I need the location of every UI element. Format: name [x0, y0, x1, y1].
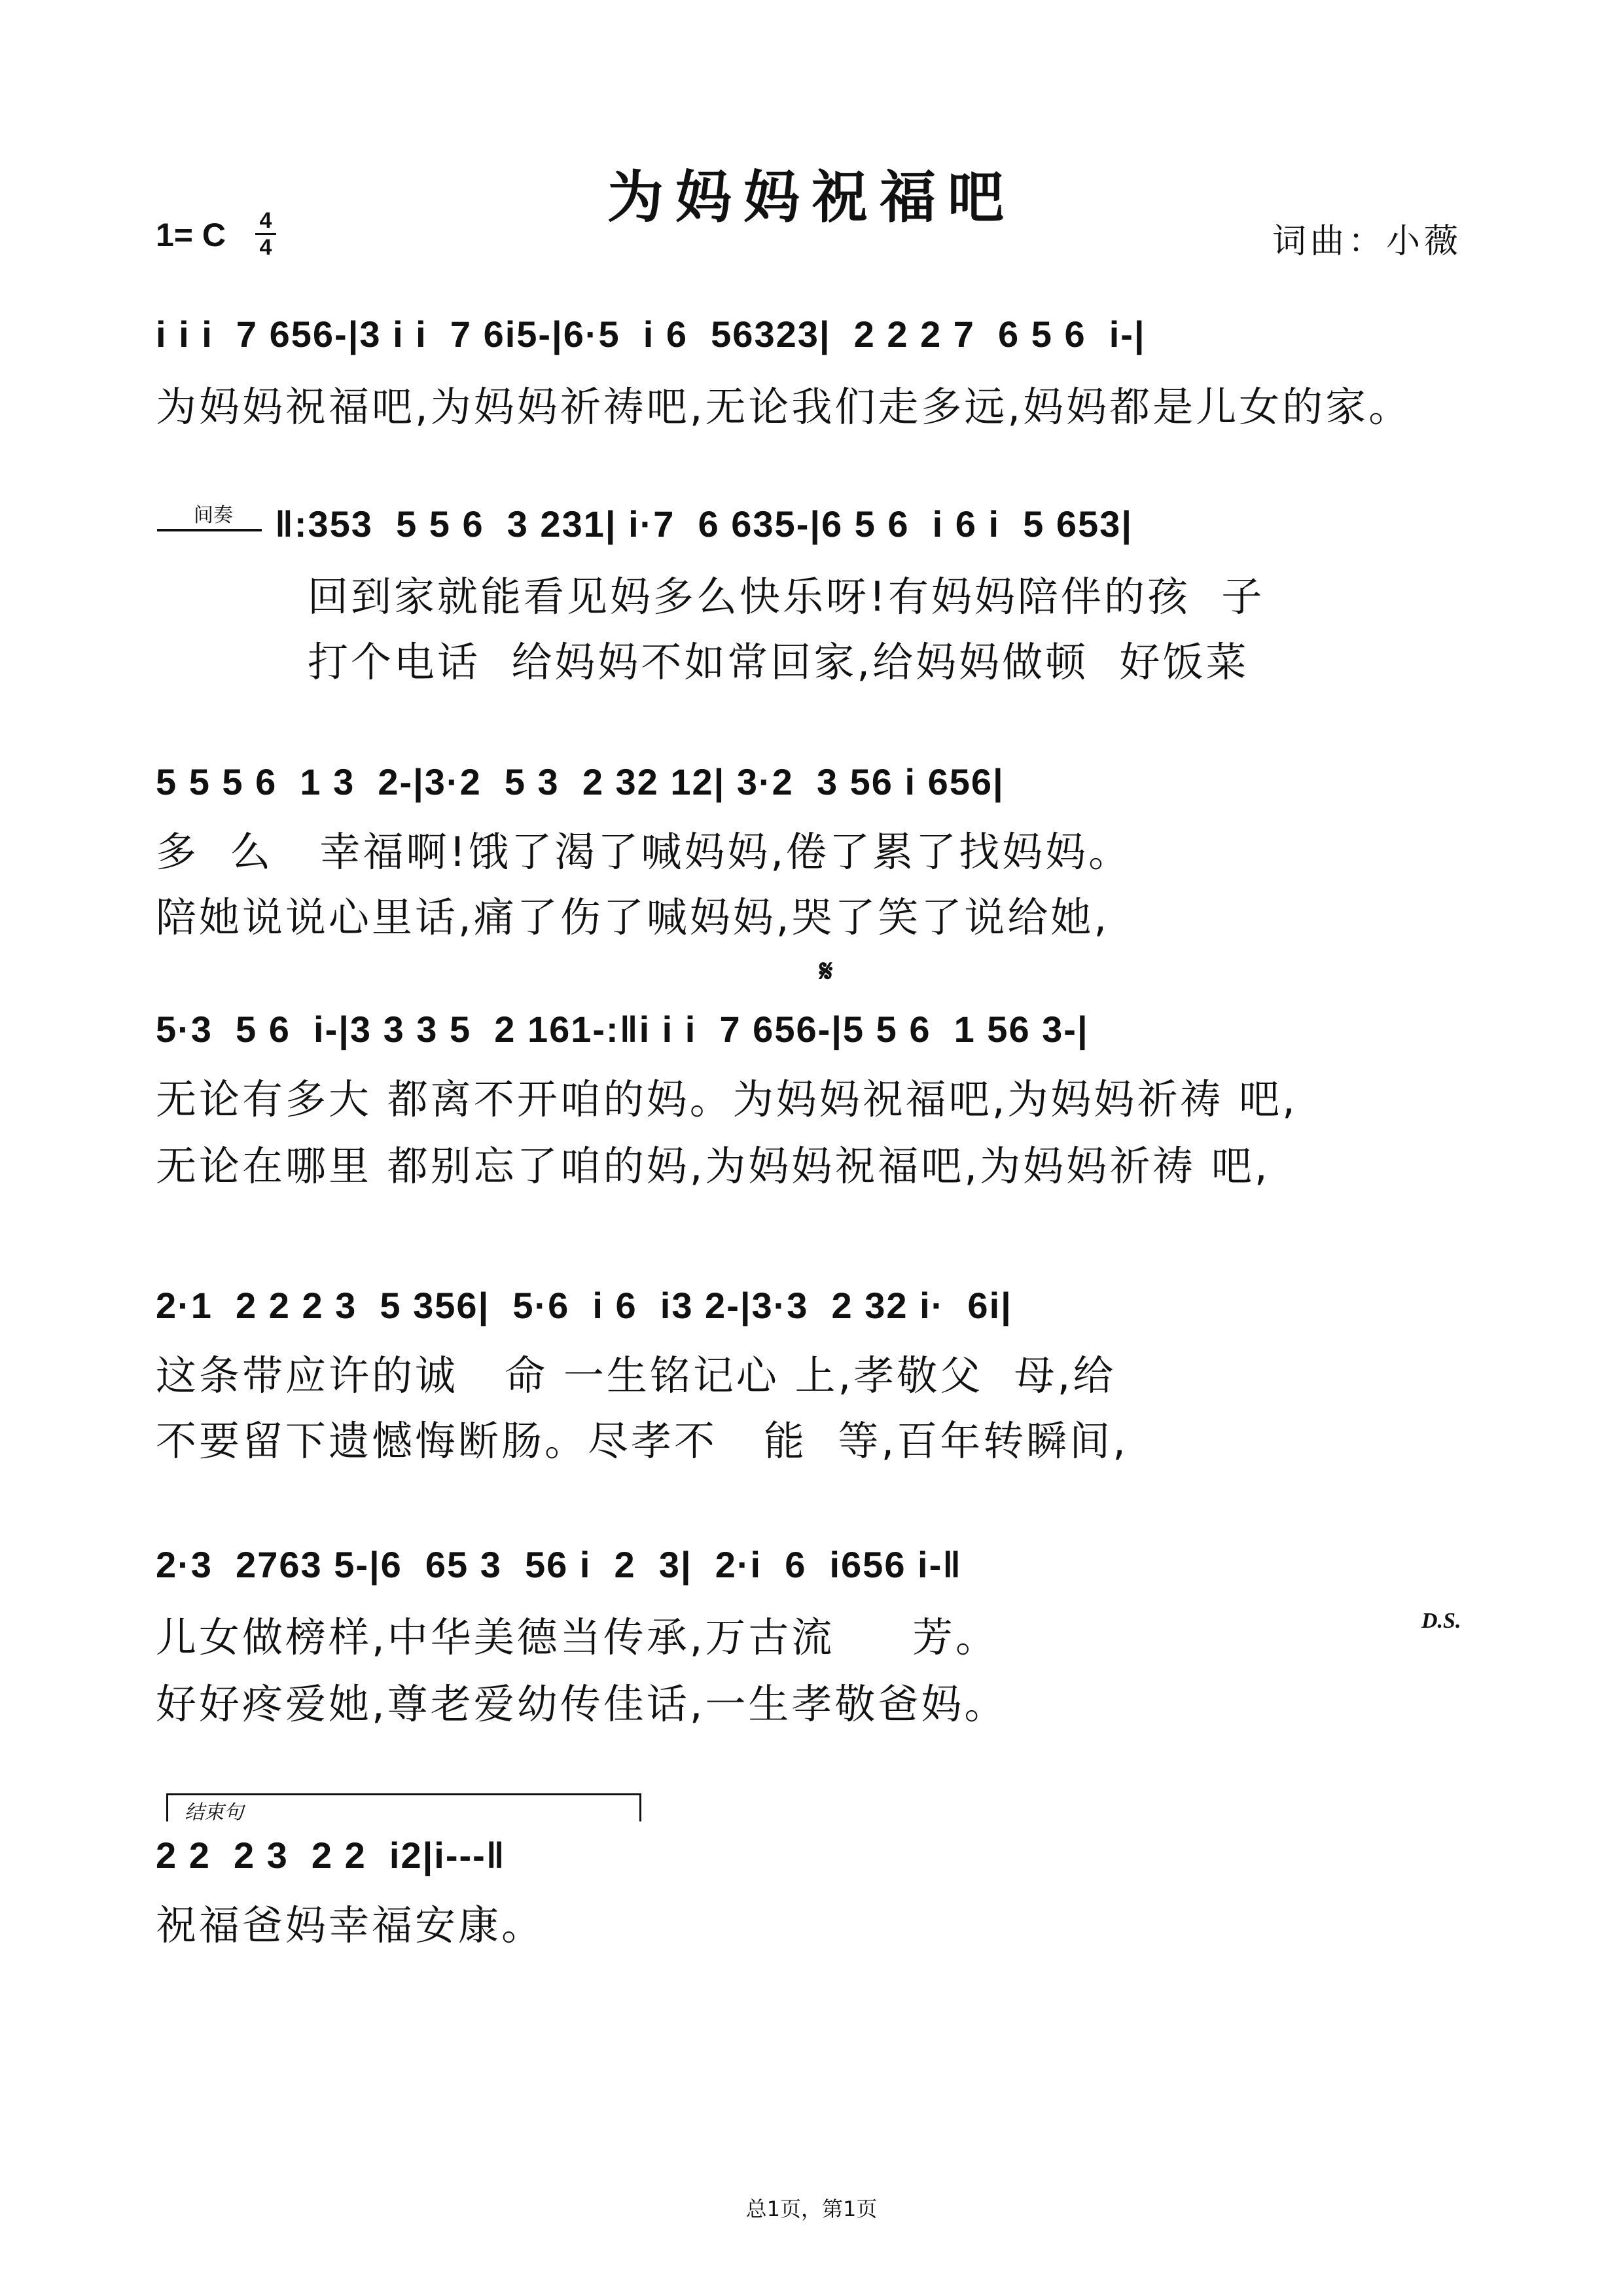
lyric-line-5: 陪她说说心里话,痛了伤了喊妈妈,哭了笑了说给她,: [156, 893, 1110, 941]
interlude-line: [157, 529, 262, 531]
lyric-line-2: 回到家就能看见妈多么快乐呀!有妈妈陪伴的孩 子: [308, 573, 1265, 620]
ending-label: 结束句: [185, 1801, 243, 1824]
ds-marking: D.S.: [1421, 1609, 1461, 1633]
music-line-4: 5·3 5 6 i-|3 3 3 5 2 161-:‖i i i 7 656-|5 5 6 1 56 3-|: [156, 1009, 1089, 1050]
time-signature: [253, 208, 279, 260]
interlude-label: 间奏: [194, 504, 233, 527]
music-line-7: 2 2 2 3 2 2 i2|i---‖: [156, 1835, 506, 1876]
lyric-line-6: 无论有多大 都离不开咱的妈。为妈妈祝福吧,为妈妈祈祷 吧,: [156, 1075, 1298, 1123]
lyric-line-3: 打个电话 给妈妈不如常回家,给妈妈做顿 好饭菜: [308, 638, 1249, 686]
song-title: 为妈妈祝福吧: [607, 165, 1016, 230]
lyric-line-10: 儿女做榜样,中华美德当传承,万古流 芳。: [156, 1613, 999, 1661]
music-line-3: 5 5 5 6 1 3 2-|3·2 5 3 2 32 12| 3·2 3 56 i 656|: [156, 761, 1005, 802]
lyric-line-9: 不要留下遗憾悔断肠。尽孝不 能 等,百年转瞬间,: [156, 1417, 1128, 1465]
lyric-line-11: 好好疼爱她,尊老爱幼传佳话,一生孝敬爸妈。: [156, 1680, 1008, 1728]
key-signature: 1= C: [156, 217, 226, 253]
music-line-1: i i i 7 656-|3 i i 7 6i5-|6·5 i 6 56323| 2 2 2 7 6 5 6 i-|: [156, 314, 1146, 355]
music-line-2: ‖:353 5 5 6 3 231| i·7 6 635-|6 5 6 i 6 i 5 653|: [275, 503, 1133, 545]
page-footer: 总1页，第1页: [745, 2197, 878, 2221]
music-line-6: 2·3 2763 5-|6 65 3 56 i 2 3| 2·i 6 i656 i-‖: [156, 1544, 963, 1585]
music-line-5: 2·1 2 2 2 3 5 356| 5·6 i 6 i3 2-|3·3 2 32 i· 6i|: [156, 1285, 1012, 1326]
time-signature-top: 4: [259, 208, 272, 233]
composer-credit: 词曲：小薇: [1272, 222, 1462, 261]
lyric-line-7: 无论在哪里 都别忘了咱的妈,为妈妈祝福吧,为妈妈祈祷 吧,: [156, 1142, 1270, 1190]
time-signature-bottom: 4: [259, 235, 272, 260]
lyric-line-4: 多 么 幸福啊!饿了渴了喊妈妈,倦了累了找妈妈。: [156, 828, 1132, 876]
lyric-line-12: 祝福爸妈幸福安康。: [156, 1901, 545, 1949]
segno-sign: 𝄋: [819, 953, 833, 990]
lyric-line-1: 为妈妈祝福吧,为妈妈祈祷吧,无论我们走多远,妈妈都是儿女的家。: [156, 383, 1412, 431]
lyric-line-8: 这条带应许的诚 命 一生铭记心 上,孝敬父 母,给: [156, 1352, 1116, 1399]
